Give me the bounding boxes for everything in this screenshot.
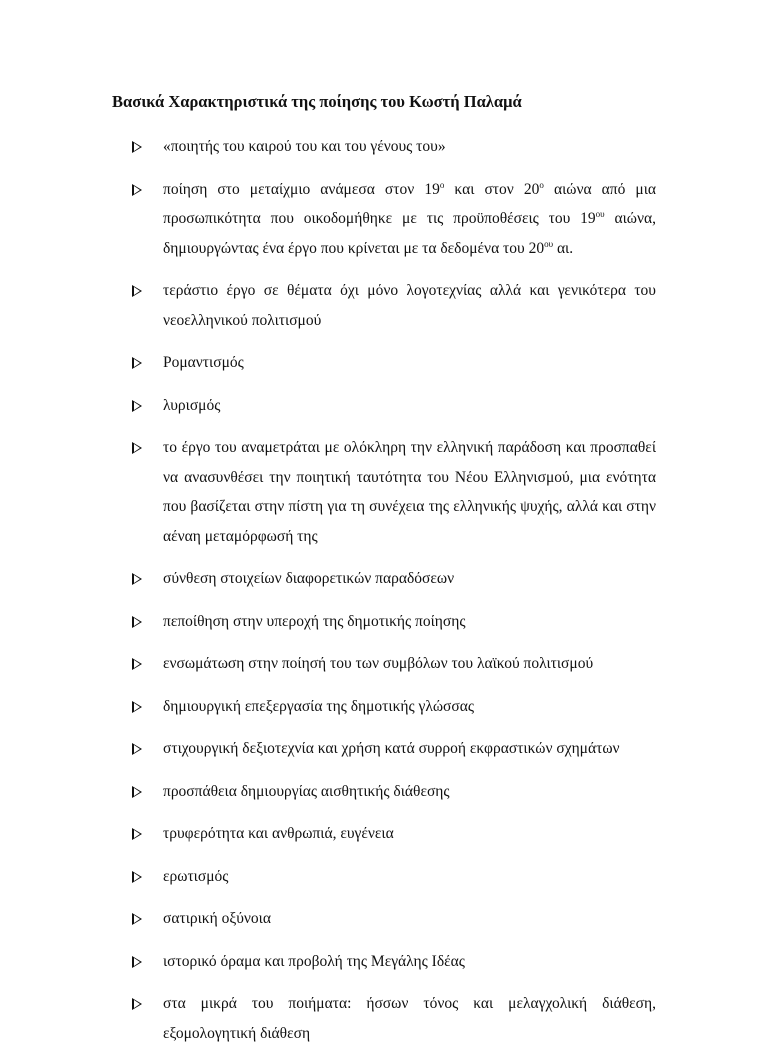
list-item	[132, 989, 656, 1048]
text-segment: τεράστιο έργο σε θέματα όχι μόνο λογοτεχνίας αλλά και γενικότερα του νεοελληνικού πολιτισμού	[163, 282, 656, 329]
text-segment: ερωτισμός	[163, 867, 229, 885]
text-segment: σύνθεση στοιχείων διαφορετικών παραδόσεων	[163, 570, 455, 587]
list-item-text	[163, 397, 220, 414]
text-segment: «ποιητής του καιρού του και του γένους του»	[163, 138, 446, 155]
list-item	[132, 175, 656, 264]
list-item	[132, 433, 656, 551]
list-item-text	[163, 783, 450, 800]
list-item-text	[163, 825, 394, 842]
list-item	[132, 862, 656, 892]
text-segment: λυρισμός	[163, 396, 221, 414]
text-segment: το έργο του αναμετράται με ολόκληρη την ελληνική παράδοση και προσπαθεί να ανασυνθέσει την ποιητική ταυτότητα του Νέου Ελληνισμού, μια ενότητα που βασίζεται στην πίστη για τη συνέχεια της ελληνικής ψυχής, αλλά και στην αέναη μεταμόρφωσή της	[163, 439, 656, 545]
list-item	[132, 607, 656, 637]
arrow-bullet-icon	[132, 400, 142, 412]
list-item	[132, 348, 656, 378]
arrow-bullet-icon	[132, 743, 142, 755]
arrow-bullet-icon	[132, 442, 142, 454]
list-item	[132, 564, 656, 594]
text-segment: τρυφερότητα και ανθρωπιά, ευγένεια	[163, 825, 394, 842]
list-item	[132, 777, 656, 807]
text-segment: στιχουργική δεξιοτεχνία και χρήση κατά συρροή εκφραστικών σχημάτων	[163, 740, 620, 757]
list-item	[132, 947, 656, 977]
arrow-bullet-icon	[132, 658, 142, 670]
list-item	[132, 904, 656, 934]
list-item-text	[163, 613, 465, 630]
list-item-text	[163, 995, 656, 1042]
document-title: Βασικά Χαρακτηριστικά της ποίησης του Κωστή Παλαμά	[112, 92, 522, 111]
arrow-bullet-icon	[132, 871, 142, 883]
arrow-bullet-icon	[132, 786, 142, 798]
list-item	[132, 132, 656, 162]
list-item-text	[163, 354, 244, 371]
list-item-text	[163, 439, 656, 545]
arrow-bullet-icon	[132, 998, 142, 1010]
text-segment: σατιρική οξύνοια	[163, 910, 271, 927]
text-segment: Ρομαντισμός	[163, 354, 244, 371]
arrow-bullet-icon	[132, 828, 142, 840]
list-item-text	[163, 868, 228, 885]
arrow-bullet-icon	[132, 357, 142, 369]
list-item	[132, 391, 656, 421]
arrow-bullet-icon	[132, 285, 142, 297]
text-segment: ιστορικό όραμα και προβολή της Μεγάλης Ιδέας	[163, 952, 465, 970]
text-segment: προσπάθεια δημιουργίας αισθητικής διάθεσης	[163, 782, 450, 800]
list-item-text	[163, 910, 271, 927]
list-item-text	[163, 698, 474, 715]
list-item-text	[163, 655, 593, 672]
text-segment: αι.	[553, 239, 574, 257]
bullet-list	[132, 132, 656, 1048]
arrow-bullet-icon	[132, 141, 142, 153]
list-item	[132, 692, 656, 722]
arrow-bullet-icon	[132, 616, 142, 628]
text-segment: ενσωμάτωση στην ποίησή του των συμβόλων του λαϊκού πολιτισμού	[163, 655, 594, 672]
list-item	[132, 819, 656, 849]
list-item-text	[163, 953, 465, 970]
text-segment: ποίηση στο μεταίχμιο ανάμεσα στον 19	[163, 180, 440, 198]
list-item	[132, 649, 656, 679]
arrow-bullet-icon	[132, 573, 142, 585]
list-item-text	[163, 181, 656, 257]
arrow-bullet-icon	[132, 956, 142, 968]
list-item	[132, 276, 656, 335]
arrow-bullet-icon	[132, 913, 142, 925]
superscript-text: ο	[539, 179, 544, 190]
superscript-text: ου	[544, 238, 554, 249]
superscript-text: ο	[439, 179, 445, 190]
list-item	[132, 734, 656, 764]
arrow-bullet-icon	[132, 184, 142, 196]
arrow-bullet-icon	[132, 701, 142, 713]
text-segment: αιώνα, δημιουργώντας ένα έργο που κρίνεται με τα δεδομένα του 20	[163, 210, 656, 257]
list-item-text	[163, 570, 454, 587]
list-item-text	[163, 740, 620, 757]
list-item-text	[163, 138, 446, 155]
list-item-text	[163, 282, 656, 329]
text-segment: στα μικρά του ποιήματα: ήσσων τόνος και μελαγχολική διάθεση, εξομολογητική διάθεση	[163, 995, 656, 1042]
text-segment: πεποίθηση στην υπεροχή της δημοτικής ποίησης	[163, 612, 466, 630]
text-segment: δημιουργική επεξεργασία της δημοτικής γλώσσας	[163, 697, 475, 715]
superscript-text: ου	[595, 209, 605, 219]
text-segment: και στον 20	[444, 180, 540, 198]
text-segment: αιώνα από μια προσωπικότητα που οικοδομήθηκε με τις προϋποθέσεις του 19	[163, 180, 657, 227]
